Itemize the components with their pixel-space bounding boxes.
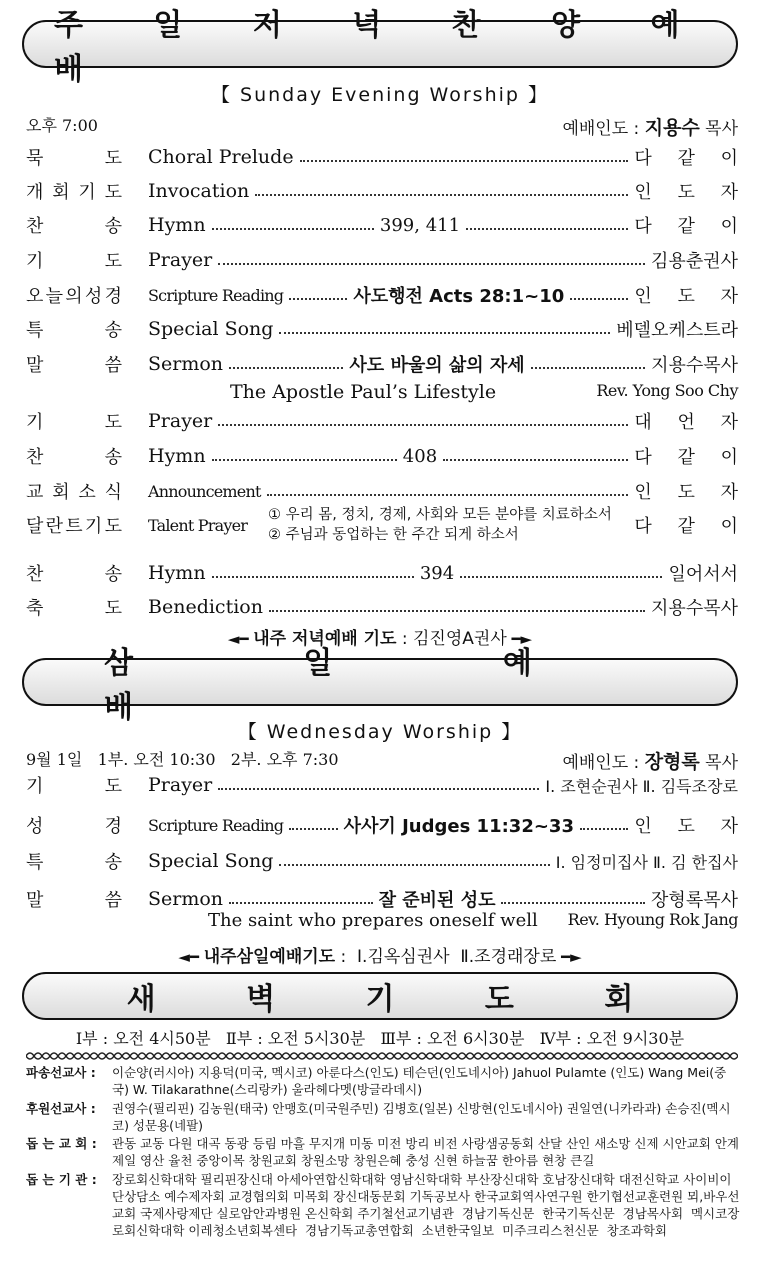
service-item: [26, 406, 748, 436]
service-item-english: Hymn: [148, 562, 206, 584]
service-item-label: 달 란 트 기 도: [26, 516, 122, 537]
service-item-english: Prayer: [148, 410, 213, 432]
leader-dots: [443, 459, 628, 461]
wednesday-schedule: 9월 1일 1부. 오전 10:30 2부. 오후 7:30: [26, 750, 339, 769]
service-item-english: Sermon: [148, 888, 224, 910]
leader-dots: [212, 576, 414, 578]
leader-dots: [255, 194, 628, 196]
service-item-english: Choral Prelude: [148, 146, 294, 168]
service-item: [26, 280, 748, 310]
service-item-english: Sermon: [148, 353, 224, 375]
service-item: [26, 441, 748, 471]
service-item-label: 말 씀: [26, 355, 122, 376]
service-item-detail: 408: [402, 445, 438, 467]
service-item-detail: 사사기 Judges 11:32~33: [343, 816, 574, 837]
leader-dots: [466, 228, 628, 230]
wednesday-subtitle: 【 Wednesday Worship 】: [237, 721, 523, 743]
service-item-english: Hymn: [148, 214, 206, 236]
service-item: [26, 846, 738, 876]
service-item-detail: 사도행전 Acts 28:1~10: [353, 286, 565, 307]
arrow-right-icon: ━►: [506, 630, 533, 648]
service-item-label: 특 송: [26, 320, 122, 341]
service-item-leader: 김용춘권사: [651, 251, 738, 272]
arrow-left-icon: ◄━: [227, 630, 254, 648]
service-item-label: 기 도: [26, 251, 122, 272]
service-item-label: 찬 송: [26, 447, 122, 468]
service-item-label: 축 도: [26, 598, 122, 619]
wednesday-title: 삼 일 예 배: [104, 646, 612, 725]
talent-prayer-line-2: ② 주님과 동업하는 한 주간 되게 하소서: [268, 527, 519, 543]
arrow-right-icon: ━►: [556, 948, 582, 966]
info-value: 이순양(러시아) 지용덕(미국, 멕시코) 아룬다스(인도) 테슨던(인도네시아) Jahuol Pulamte (인도) Wang Mei(중국) W. Tilakarathne(스리랑카) 울라헤다멧(방글라데시): [112, 1065, 727, 1097]
wednesday-next-week-prayer: ◄━ 내주삼일예배기도 : Ⅰ.김옥심권사 Ⅱ.조경래장로 ━►: [178, 947, 582, 967]
info-missionaries: [26, 1064, 742, 1098]
talent-prayer-lines: [268, 505, 612, 545]
leader-dots: [531, 367, 645, 369]
sunday-sermon-preacher-en: Rev. Yong Soo Chy: [596, 381, 738, 400]
sunday-title-banner: [22, 8, 738, 87]
sunday-title: 주 일 저 녁 찬 양 예 배: [54, 8, 710, 87]
service-item-leader: 일어서서: [668, 564, 739, 585]
leader-dots: [212, 459, 397, 461]
sunday-subtitle: 【 Sunday Evening Worship 】: [210, 84, 549, 106]
service-item-english: Benediction: [148, 596, 263, 618]
service-item: [26, 176, 748, 206]
info-value: 장로회신학대학 필리핀장신대 아세아연합신학대학 영남신학대학 부산장신대학 호남장신대학 대전신학교 사이비이단상담소 예수제자회 교경협의회 미목회 장신대동문회 기독공보사 한국교회역사연구원 한기협선교훈련원 뫼,바우선교회 국제사랑제단 실로암안과병원 온신학회 주기철선교기념관 경남기독신문 한국기독신문 경남목사회 멕시코장로회신학대학 이레청소년회복센타 경남기독교총연합회 소년한국일보 미주크리스천신문 창조과학회: [112, 1172, 740, 1238]
sunday-sermon-title-en: The Apostle Paul’s Lifestyle: [230, 381, 497, 403]
service-item-detail: 사도 바울의 삶의 자세: [349, 355, 525, 376]
service-item-label: 말 씀: [26, 890, 122, 911]
service-item-detail: 399, 411: [379, 214, 461, 236]
service-item-detail: 잘 준비된 성도: [378, 890, 496, 911]
info-supported-missionaries: [26, 1100, 742, 1134]
leader-dots: [289, 298, 347, 300]
service-item-english: Invocation: [148, 180, 250, 202]
leader-dots: [460, 576, 662, 578]
service-item-english: Talent Prayer: [148, 515, 248, 535]
leader-dots: [218, 424, 628, 426]
service-item-leader: 다 같 이: [634, 148, 748, 169]
leader-dots: [279, 332, 610, 334]
service-item-leader: 인 도 자: [634, 182, 748, 203]
service-item: [26, 210, 749, 240]
service-item-label: 개 회 기 도: [26, 182, 122, 203]
leader-dots: [267, 494, 629, 496]
leader-dots: [300, 160, 629, 162]
wednesday-leader: 예배인도 : 장형록 목사: [562, 751, 738, 773]
decorative-divider: [26, 1050, 738, 1062]
service-item-label: 성 경: [26, 816, 122, 837]
info-label: 돕 는 기 관 :: [26, 1172, 97, 1187]
service-item: [26, 558, 738, 588]
service-item-leader: 다 같 이: [634, 447, 748, 468]
service-item-english: Scripture Reading: [148, 815, 284, 835]
service-item-leader: 베델오케스트라: [616, 320, 738, 341]
leader-dots: [580, 828, 628, 830]
service-item-leader: 다 같 이: [634, 516, 748, 537]
service-item: [26, 770, 738, 800]
service-item-leader: 다 같 이: [634, 216, 749, 237]
leader-dots: [501, 902, 645, 904]
info-label: 돕 는 교 회 :: [26, 1136, 97, 1151]
service-item: [26, 592, 738, 622]
service-item-leader: 대 언 자: [634, 412, 748, 433]
service-item: [26, 245, 738, 275]
arrow-left-icon: ◄━: [178, 948, 204, 966]
service-item-detail: 394: [419, 562, 455, 584]
leader-dots: [570, 298, 628, 300]
service-item-english: Prayer: [148, 774, 213, 796]
service-item-label: 교 회 소 식: [26, 482, 122, 503]
service-item-leader: Ⅰ. 임정미집사 Ⅱ. 김 한집사: [555, 852, 738, 872]
service-item-english: Special Song: [148, 318, 274, 340]
service-item-english: Scripture Reading: [148, 285, 284, 305]
leader-dots: [289, 828, 337, 830]
service-item-leader: Ⅰ. 조현순권사 Ⅱ. 김득조장로: [545, 776, 738, 796]
leader-dots: [218, 788, 539, 790]
info-value: 권영수(필리핀) 김농원(태국) 안맹호(미국원주민) 김병호(일본) 신방현(인도네시아) 권일연(니카라과) 손승진(멕시코) 성문용(네팔): [112, 1101, 731, 1133]
sunday-time: 오후 7:00: [26, 116, 98, 135]
wednesday-sermon-title-en: The saint who prepares oneself well: [208, 910, 538, 931]
dawn-times: Ⅰ부 : 오전 4시50분 Ⅱ부 : 오전 5시30분 Ⅲ부 : 오전 6시30분 Ⅳ부 : 오전 9시30분: [75, 1029, 685, 1048]
service-item-label: 찬 송: [26, 564, 122, 585]
service-item-label: 기 도: [26, 412, 122, 433]
info-value: 관동 교동 다원 대곡 동광 등림 마흘 무지개 미동 미전 방리 비전 사랑샘공동회 산달 산인 새소망 신제 시안교회 안계제일 영산 율천 중앙이목 창원교회 창원소망 창원은혜 충성 신현 하늘꿈 한아름 현창 큰길: [112, 1136, 739, 1168]
service-item-label: 오 늘 의 성 경: [26, 286, 122, 307]
service-item-leader: 지용수목사: [651, 598, 738, 619]
service-item: [26, 142, 748, 172]
service-item-label: 기 도: [26, 776, 122, 797]
wednesday-sermon-preacher-en: Rev. Hyoung Rok Jang: [567, 910, 738, 929]
sunday-header: [26, 113, 738, 140]
service-item-leader: 지용수목사: [651, 355, 739, 376]
talent-prayer-line-1: ① 우리 몸, 정치, 경제, 사회와 모든 분야를 치료하소서: [268, 507, 612, 523]
sunday-next-week-prayer: ◄━ 내주 저녁예배 기도 : 김진영A권사 ━►: [227, 629, 533, 649]
service-item-label: 묵 도: [26, 148, 122, 169]
service-item: [26, 476, 748, 506]
info-label: 후원선교사 :: [26, 1101, 96, 1116]
leader-dots: [269, 610, 645, 612]
info-supporting-churches: [26, 1135, 742, 1169]
service-item: [26, 810, 749, 840]
service-item-english: Hymn: [148, 445, 206, 467]
dawn-title: 새 벽 기 도 회: [126, 982, 674, 1017]
wednesday-title-banner: [22, 646, 738, 725]
service-item-english: Special Song: [148, 850, 274, 872]
service-item: [26, 349, 738, 379]
info-label: 파송선교사 :: [26, 1065, 96, 1080]
leader-dots: [229, 367, 343, 369]
service-item-label: 특 송: [26, 852, 122, 873]
leader-dots: [218, 263, 645, 265]
leader-dots: [229, 902, 373, 904]
service-item-leader: 인 도 자: [634, 482, 748, 503]
service-item: [26, 314, 738, 344]
service-item-leader: 인 도 자: [634, 286, 748, 307]
service-item-leader: 장형록목사: [651, 890, 738, 911]
leader-dots: [212, 228, 374, 230]
service-item-leader: 인 도 자: [634, 816, 749, 837]
info-supporting-organizations: [26, 1171, 742, 1239]
sunday-leader: 예배인도 : 지용수 목사: [562, 117, 738, 139]
service-item-english: Announcement: [148, 481, 261, 501]
service-item-label: 찬 송: [26, 216, 122, 237]
dawn-title-banner: [22, 972, 738, 1020]
service-item-english: Prayer: [148, 249, 213, 271]
leader-dots: [279, 864, 549, 866]
